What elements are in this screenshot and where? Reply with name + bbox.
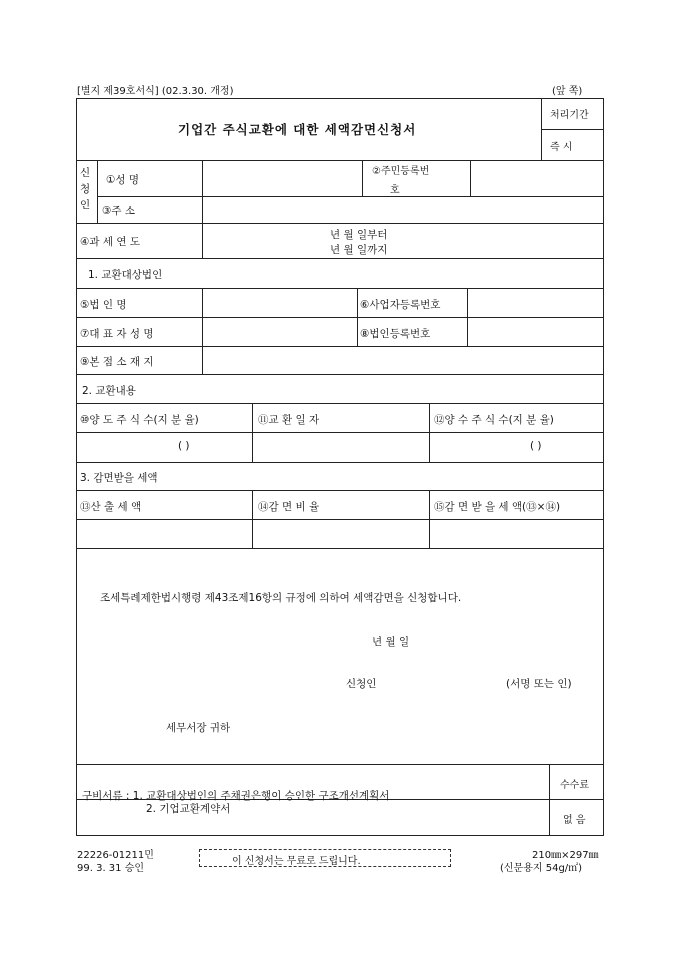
name-field[interactable] bbox=[203, 161, 361, 195]
exchange-date-label: ⑪교 환 일 자 bbox=[258, 414, 320, 426]
name-label: ①성 명 bbox=[106, 174, 140, 186]
declaration-date[interactable]: 년 월 일 bbox=[372, 636, 410, 648]
tax-year-from[interactable]: 년 월 일부터 bbox=[330, 229, 388, 241]
transfer-shares-label: ⑩양 도 주 식 수(지 분 율) bbox=[80, 414, 199, 426]
processing-period-value: 즉 시 bbox=[550, 142, 573, 153]
reduction-amount-label: ⑮감 면 받 을 세 액(⑬×⑭) bbox=[434, 501, 561, 513]
rep-name-field[interactable] bbox=[203, 318, 356, 345]
form-reference: [별지 제39호서식] (02.3.30. 개정) bbox=[77, 86, 234, 97]
form-title: 기업간 주식교환에 대한 세액감면신청서 bbox=[178, 122, 417, 137]
attachments-line-1: 구비서류 : 1. 교환대상법인의 주채권은행이 승인한 구조개선계획서 bbox=[82, 790, 390, 802]
tax-year-label: ④과 세 연 도 bbox=[80, 236, 140, 248]
paper-size: 210㎜×297㎜ bbox=[532, 850, 599, 861]
corp-name-label: ⑤법 인 명 bbox=[80, 299, 127, 311]
page-side-label: (앞 쪽) bbox=[552, 86, 583, 97]
fee-value: 없 음 bbox=[563, 815, 586, 826]
approval-date: 99. 3. 31 승인 bbox=[77, 863, 145, 874]
exchange-date-field[interactable] bbox=[253, 433, 428, 461]
acquired-shares-label: ⑫양 수 주 식 수(지 분 율) bbox=[434, 414, 554, 426]
section-3-title: 3. 감면받을 세액 bbox=[80, 472, 158, 484]
signature-note: (서명 또는 인) bbox=[506, 678, 572, 690]
processing-period-label: 처리기간 bbox=[550, 110, 589, 121]
paper-type: (신문용지 54g/㎡) bbox=[500, 863, 583, 874]
resident-number-field[interactable] bbox=[471, 161, 602, 195]
declaration-statement: 조세특례제한법시행령 제43조제16항의 규정에 의하여 세액감면을 신청합니다. bbox=[100, 592, 462, 604]
computed-tax-field[interactable] bbox=[77, 520, 251, 547]
rep-name-label: ⑦대 표 자 성 명 bbox=[80, 328, 154, 340]
biz-reg-no-field[interactable] bbox=[468, 289, 602, 316]
applicant-section-label: 신청인 bbox=[80, 167, 91, 211]
section-2-title: 2. 교환내용 bbox=[82, 385, 136, 397]
biz-reg-no-label: ⑥사업자등록번호 bbox=[360, 299, 441, 311]
hq-location-label: ⑨본 점 소 재 지 bbox=[80, 356, 154, 368]
corp-reg-no-field[interactable] bbox=[468, 318, 602, 345]
free-notice: 이 신청서는 무료로 드립니다. bbox=[232, 856, 361, 867]
applicant-sign-label: 신청인 bbox=[346, 678, 377, 690]
reduction-rate-field[interactable] bbox=[253, 520, 428, 547]
address-label: ③주 소 bbox=[102, 205, 136, 217]
attachments-line-2: 2. 기업교환계약서 bbox=[146, 803, 231, 815]
form-code: 22226-01211민 bbox=[77, 850, 154, 861]
computed-tax-label: ⑬산 출 세 액 bbox=[80, 501, 142, 513]
reduction-rate-label: ⑭감 면 비 율 bbox=[258, 501, 320, 513]
resident-number-label: ②주민등록번 bbox=[372, 166, 430, 177]
tax-year-to[interactable]: 년 월 일까지 bbox=[330, 244, 388, 256]
hq-location-field[interactable] bbox=[203, 347, 602, 373]
resident-number-label-cont: 호 bbox=[390, 185, 400, 196]
transfer-shares-field[interactable]: ( ) bbox=[178, 440, 190, 452]
addressee: 세무서장 귀하 bbox=[166, 722, 231, 734]
fee-label: 수수료 bbox=[560, 780, 589, 791]
acquired-shares-field[interactable]: ( ) bbox=[530, 440, 542, 452]
corp-name-field[interactable] bbox=[203, 289, 356, 316]
reduction-amount-field[interactable] bbox=[430, 520, 602, 547]
section-1-title: 1. 교환대상법인 bbox=[88, 269, 163, 281]
address-field[interactable] bbox=[203, 197, 602, 222]
corp-reg-no-label: ⑧법인등록번호 bbox=[360, 328, 431, 340]
